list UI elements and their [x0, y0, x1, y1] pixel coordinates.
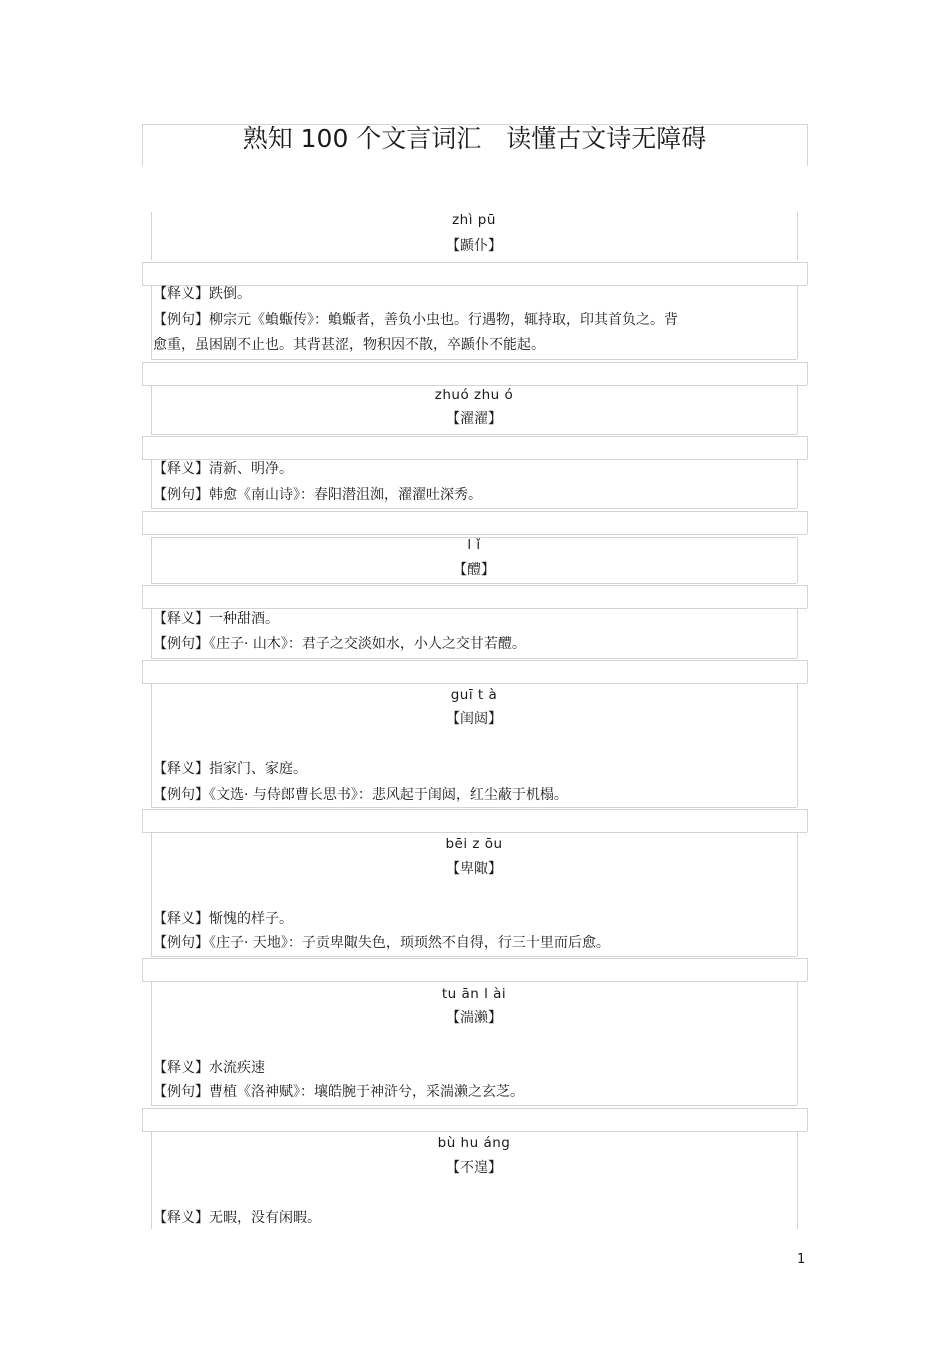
entry-pinyin: zhì pū	[452, 212, 496, 228]
entry-example: 【例句】《文选· 与侍郎曹长思书》：悲风起于闺闼，红尘蔽于机榻。	[153, 787, 568, 803]
entry-pinyin: zhuó zhu ó	[434, 387, 514, 403]
entry-meaning: 【释义】一种甜酒。	[153, 611, 279, 627]
entry-word: 【濯濯】	[446, 411, 502, 427]
entry-word: 【醴】	[453, 562, 495, 578]
entry-word: 【踬仆】	[446, 238, 502, 254]
entry-meaning: 【释义】清新、明净。	[153, 461, 293, 477]
entry-meaning: 【释义】惭愧的样子。	[153, 911, 293, 927]
entry-meaning: 【释义】水流疾速	[153, 1060, 265, 1076]
entry-pinyin: bēi z ōu	[445, 836, 503, 852]
entry-example: 【例句】曹植《洛神赋》：壤皓腕于神浒兮，采湍濑之玄芝。	[153, 1084, 524, 1100]
entry-meaning: 【释义】无暇，没有闲暇。	[153, 1210, 321, 1226]
entry-pinyin: guī t à	[450, 687, 498, 703]
page-number: 1	[797, 1252, 806, 1267]
entry-word: 【卑陬】	[446, 861, 502, 877]
entry-pinyin: bù hu áng	[437, 1135, 511, 1151]
entry-word: 【湍濑】	[446, 1010, 502, 1026]
entry-word: 【闺闼】	[446, 711, 502, 727]
entry-meaning: 【释义】指家门、家庭。	[153, 761, 307, 777]
entry-example: 【例句】《庄子· 山木》：君子之交淡如水，小人之交甘若醴。	[153, 636, 526, 652]
entry-example: 【例句】韩愈《南山诗》：春阳潜沮洳，濯濯吐深秀。	[153, 487, 482, 503]
entry-word: 【不遑】	[446, 1160, 502, 1176]
entry-example: 【例句】柳宗元《蝜蝂传》：蝜蝂者，善负小虫也。行遇物，辄持取，印其首负之。背	[153, 312, 678, 328]
entry-example: 【例句】《庄子· 天地》：子贡卑陬失色，顼顼然不自得，行三十里而后愈。	[153, 935, 610, 951]
entry-meaning: 【释义】跌倒。	[153, 286, 251, 302]
entry-example: 愈重，虽困剧不止也。其背甚涩，物积因不散，卒踬仆不能起。	[153, 337, 545, 353]
page-title: 熟知 100 个文言词汇 读懂古文诗无障碍	[242, 124, 707, 153]
entry-pinyin: l ǐ	[467, 537, 481, 553]
entry-pinyin: tu ān l ài	[441, 986, 507, 1002]
